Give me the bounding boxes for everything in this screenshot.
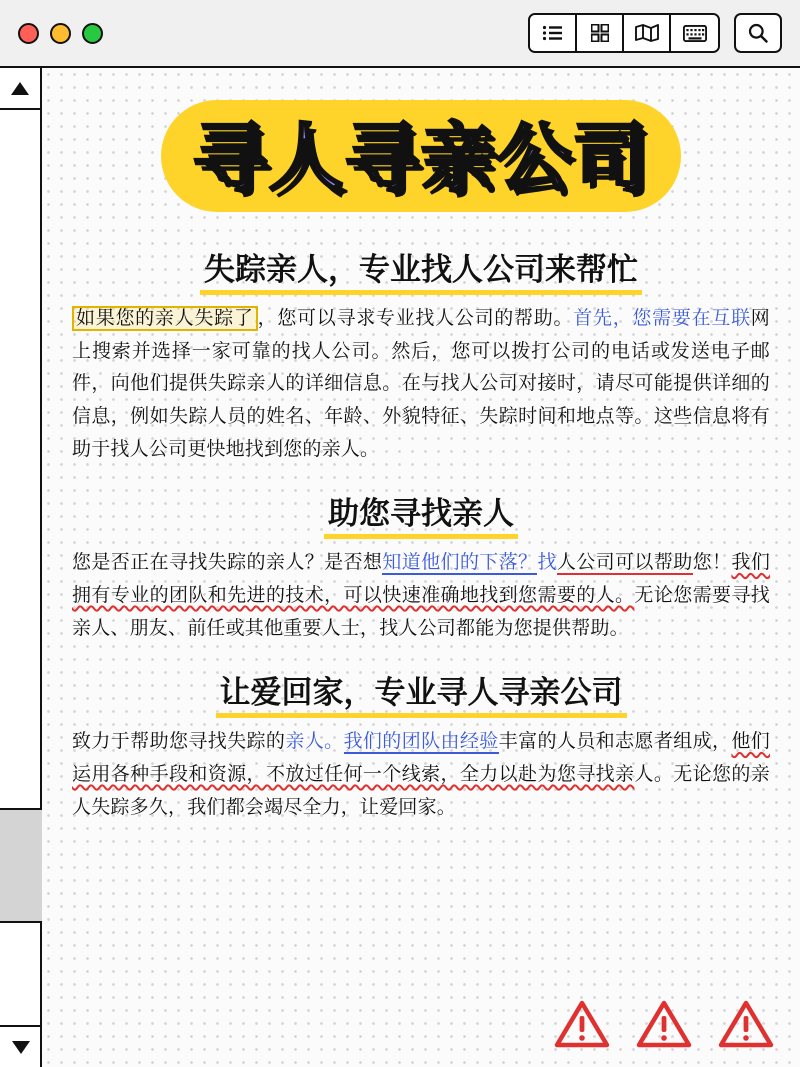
section-paragraph-3 [72,726,770,824]
view-mode-segmented-control [528,13,720,53]
para1-part-2: 首先，您需要在互联 [573,308,751,329]
scrollbar-thumb[interactable] [0,808,42,923]
triangle-up-icon [11,82,29,95]
page-title-wrapper [72,94,770,222]
scroll-up-button[interactable] [0,68,41,110]
vertical-scrollbar[interactable] [0,68,42,1067]
maximize-button[interactable] [82,23,103,44]
para3-part-0: 致力于帮助您寻找失踪的 [72,731,286,753]
content-area [0,68,800,1067]
minimize-button[interactable] [50,23,71,44]
para2-part-6: 无论您需要寻找亲人、朋友、前任或其他重要人士，找人公司都能为您提供帮助。 [72,585,770,639]
document-page [42,68,800,1067]
keyboard-icon [683,25,707,42]
map-view-button[interactable] [624,15,671,51]
warning-triangle-icon [636,999,692,1049]
page-title: 寻人寻亲公司 [193,115,649,201]
para3-part-5: 他们运用各种手段和资源，不放过任何一个线索，全力以赴为您寻找亲 [72,731,770,786]
para2-part-0: 您是否正在寻找失踪的亲人？是否想 [72,552,383,574]
search-icon [748,23,768,43]
para3-part-3: 丰富的人员和志愿者组 [498,731,693,753]
para3-part-1: 亲人。 [285,731,344,753]
title-bar [0,0,800,68]
warning-icon-row [554,999,774,1049]
list-view-button[interactable] [530,15,577,51]
para2-part-4: 您！ [692,552,732,574]
para2-part-2: 找 [537,552,557,574]
para1-part-0: 如果您的亲人失踪了 [72,306,258,331]
keyboard-view-button[interactable] [671,15,718,51]
grid-view-button[interactable] [577,15,624,51]
section-heading-1-text: 失踪亲人，专业找人公司来帮忙 [204,244,638,289]
para1-part-3: 网上搜索并选择一家可靠的找人公司。然后，您可以拨打公司的电话或发送电子邮件，向他们提供失踪亲人的详细信息。在与找人公司对接时，请尽可能提供详细的信息，例如失踪人员的姓名、年龄、外貌特征、失踪时间和地点等。这些信息将有助于找人公司更快地找到您的亲人。 [72,308,770,460]
close-button[interactable] [18,23,39,44]
para1-part-1: ，您可以寻求专业找人公司的帮助。 [257,308,574,329]
para3-part-2: 我们的团队由经验 [343,731,499,753]
window-controls [18,23,103,44]
list-icon [542,25,564,41]
warning-triangle-icon [554,999,610,1049]
para2-part-5: 我们拥有专业的团队和先进的技术，可以快速准确地找到您需要的人。 [72,552,771,607]
section-heading-2 [72,488,770,533]
search-button[interactable] [734,13,782,53]
warning-triangle-icon [718,999,774,1049]
section-heading-2-text: 助您寻找亲人 [328,488,514,533]
triangle-down-icon [12,1041,30,1054]
section-paragraph-2 [72,547,770,645]
map-icon [635,24,659,42]
grid-icon [591,24,609,42]
scroll-down-button[interactable] [0,1025,42,1067]
para2-part-3: 人公司可以帮助 [556,552,693,574]
para2-part-1: 知道他们的下落？ [382,552,538,574]
para3-part-6: 人。无论您的亲人失踪多久，我们都会竭尽全力，让爱回家。 [72,764,770,818]
section-heading-3-text: 让爱回家，专业寻人寻亲公司 [220,667,623,712]
section-paragraph-1 [72,303,770,466]
para3-part-4: 成， [692,731,732,753]
section-heading-1 [72,244,770,289]
toolbar [528,13,782,53]
section-heading-3 [72,667,770,712]
